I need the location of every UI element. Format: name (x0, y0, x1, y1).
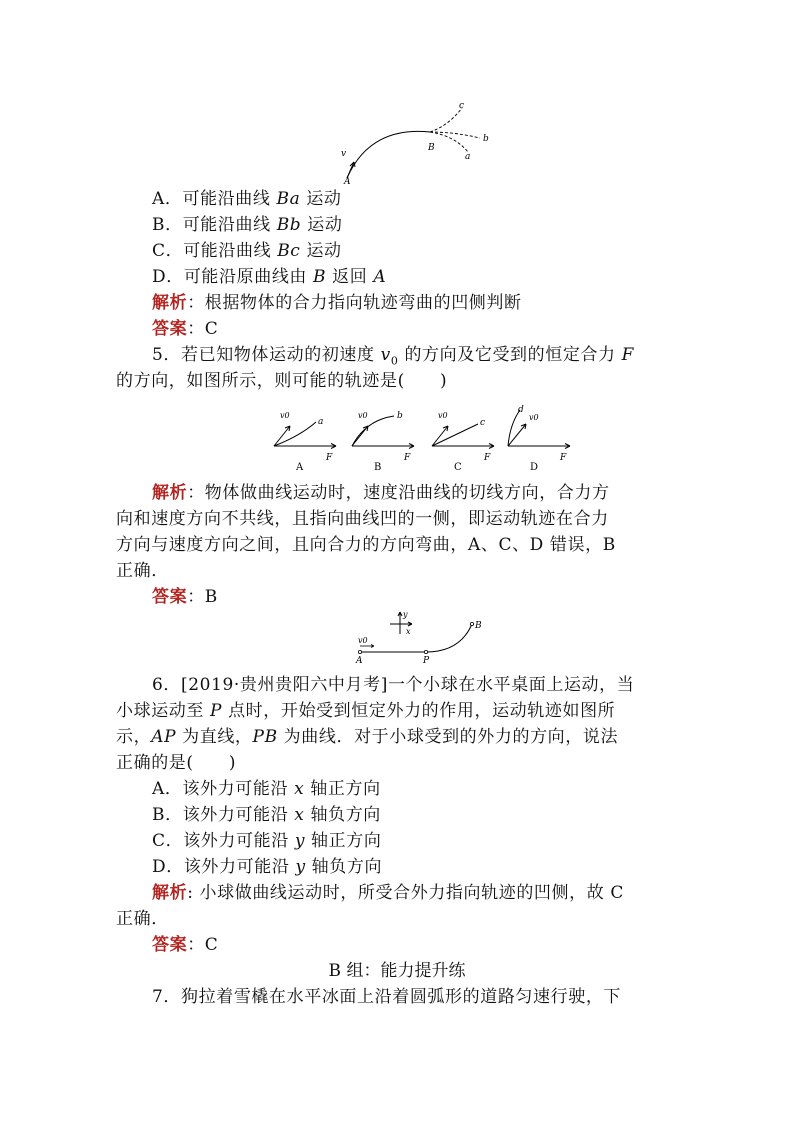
q4-option-d: D．可能沿原曲线由 B 返回 A (152, 267, 387, 287)
q4-option-a: A．可能沿曲线 Ba 运动 (152, 189, 342, 209)
q4-label-b: b (483, 134, 489, 144)
q5-figure (262, 404, 572, 470)
q6-stem-line2: 小球运动至 P 点时，开始受到恒定外力的作用，运动轨迹如图所 (116, 701, 616, 721)
q5-b-curve-label: b (397, 411, 403, 421)
q5-b-v0: v0 (358, 411, 368, 420)
q5-diagram-b (352, 411, 414, 470)
q4-answer: 答案：C (152, 319, 219, 339)
q4-label-B: B (428, 143, 435, 153)
q5-diagram-d (508, 405, 570, 470)
q6-analysis-line1: 解析: 小球做曲线运动时，所受合外力指向轨迹的凹侧，故 C (152, 883, 624, 903)
q5-analysis-line4: 正确． (116, 561, 169, 581)
q5-d-curve-label: d (518, 405, 524, 415)
answer-label: 答案 (152, 587, 188, 607)
q6-stem-line4: 正确的是( ) (116, 753, 237, 773)
q4-label-A: A (344, 177, 351, 186)
q4-option-c: C．可能沿曲线 Bc 运动 (152, 241, 342, 261)
q5-stem-line1: 5．若已知物体运动的初速度 $v_0$ 的方向及它受到的恒定合力 F (152, 345, 635, 368)
q6-answer: 答案：C (152, 935, 219, 955)
q5-a-F: F (326, 453, 333, 463)
q5-analysis-line3: 方向与速度方向之间，且向合力的方向弯曲，A、C、D 错误，B (116, 535, 616, 555)
q5-a-label: A (296, 462, 304, 470)
q5-d-label: D (530, 462, 539, 470)
q5-b-label: B (374, 462, 382, 470)
q5-analysis-line1: 解析：物体做曲线运动时，速度沿曲线的切线方向，合力方 (152, 483, 610, 503)
q6-figure (350, 606, 490, 670)
q6-analysis-line2: 正确． (116, 909, 169, 929)
q4-label-v: v (341, 149, 347, 159)
q4-label-c: c (459, 101, 465, 111)
q6-option-b: B．该外力可能沿 x 轴负方向 (152, 805, 381, 825)
q6-option-a: A．该外力可能沿 x 轴正方向 (152, 779, 381, 799)
section-heading: B 组：能力提升练 (328, 961, 466, 981)
q5-a-curve-label: a (318, 417, 324, 427)
answer-label: 答案 (152, 935, 188, 955)
q7-stem-line1: 7．狗拉着雪橇在水平冰面上沿着圆弧形的道路匀速行驶，下 (152, 987, 622, 1007)
q6-option-c: C．该外力可能沿 y 轴正方向 (152, 831, 382, 851)
q5-diagram-a (274, 411, 336, 470)
q4-figure (330, 96, 510, 186)
q5-b-F: F (404, 453, 411, 463)
q6-label-v0: v0 (358, 636, 368, 645)
q5-d-v0: v0 (529, 413, 539, 422)
q4-curve-b (430, 132, 480, 138)
q6-stem-line1: 6．[2019·贵州贵阳六中月考]一个小球在水平桌面上运动，当 (152, 675, 635, 695)
q6-label-B: B (475, 621, 482, 631)
q5-d-F: F (560, 453, 567, 463)
q5-analysis-line2: 向和速度方向不共线，且指向曲线凹的一侧，即运动轨迹在合力 (116, 509, 609, 529)
q4-velocity-arrow (347, 162, 354, 178)
q4-label-a: a (465, 152, 471, 162)
q4-curve-a (430, 132, 468, 152)
q5-c-label: C (454, 462, 462, 470)
q6-curve-PB (426, 624, 472, 652)
q5-answer: 答案：B (152, 587, 218, 607)
q6-option-d: D．该外力可能沿 y 轴负方向 (152, 857, 383, 877)
q6-stem-line3: 示，AP 为直线，PB 为曲线．对于小球受到的外力的方向，说法 (116, 727, 619, 747)
q4-trajectory-curve (347, 131, 430, 178)
q5-c-F: F (484, 453, 491, 463)
q6-label-P: P (423, 656, 430, 666)
q4-curve-c (430, 108, 462, 132)
answer-label: 答案 (152, 319, 188, 339)
q4-analysis: 解析：根据物体的合力指向轨迹弯曲的凹侧判断 (152, 293, 522, 313)
analysis-label: 解析 (152, 483, 188, 503)
q6-label-A: A (356, 656, 363, 666)
q6-label-y: y (403, 610, 408, 619)
q6-label-x: x (406, 627, 411, 636)
analysis-label: 解析 (152, 293, 188, 313)
analysis-label: 解析 (152, 883, 188, 903)
q5-diagram-c (432, 411, 494, 470)
q4-option-b: B．可能沿曲线 Bb 运动 (152, 215, 343, 235)
q5-c-v0: v0 (438, 411, 448, 420)
q5-a-v0: v0 (280, 411, 290, 420)
q5-c-curve-label: c (480, 418, 486, 428)
q5-stem-line2: 的方向，如图所示，则可能的轨迹是( ) (116, 371, 448, 391)
